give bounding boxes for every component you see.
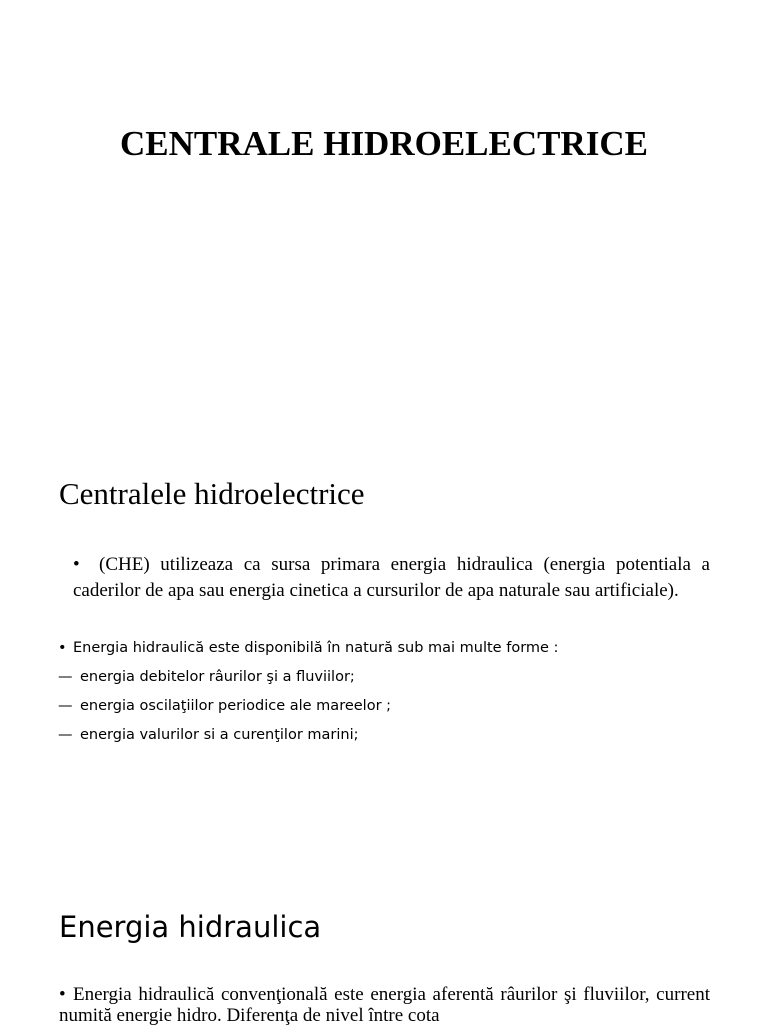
list-item-text: energia debitelor râurilor şi a fluviilor; [80,669,355,685]
page-title: CENTRALE HIDROELECTRICE [119,124,649,163]
forms-intro [58,638,558,658]
slide-title [0,0,768,440]
bullet-icon: • [59,984,66,1005]
che-paragraph [73,552,710,604]
list-item [58,725,359,745]
forms-intro-text: Energia hidraulică este disponibilă în natură sub mai multe forme : [73,640,559,656]
slide-energia-hidraulica [0,880,768,1024]
list-item-text: energia oscilaţiilor periodice ale mareelor ; [80,698,392,714]
conventional-energy-paragraph [59,984,710,1026]
che-paragraph-text: (CHE) utilizeaza ca sursa primara energia hidraulica (energia potentiala a caderilor de apa sau energia cinetica a cursurilor de apa naturale sau artificiale). [73,554,710,601]
slide-centralele-hidroelectrice [0,440,768,880]
bullet-icon: • [73,554,80,575]
list-item-text: energia valurilor si a curenţilor marini; [80,727,359,743]
slide-heading: Energia hidraulica [59,910,322,944]
list-item [58,667,355,687]
conventional-energy-text: Energia hidraulică convenţională este energia aferentă râurilor şi fluviilor, current numită energie hidro. Diferenţa de nivel între cota [59,984,710,1026]
dash-icon: — [58,669,73,685]
bullet-icon: • [58,640,67,656]
slide-heading: Centralele hidroelectrice [59,476,365,511]
dash-icon: — [58,727,73,743]
dash-icon: — [58,698,73,714]
list-item [58,696,391,716]
